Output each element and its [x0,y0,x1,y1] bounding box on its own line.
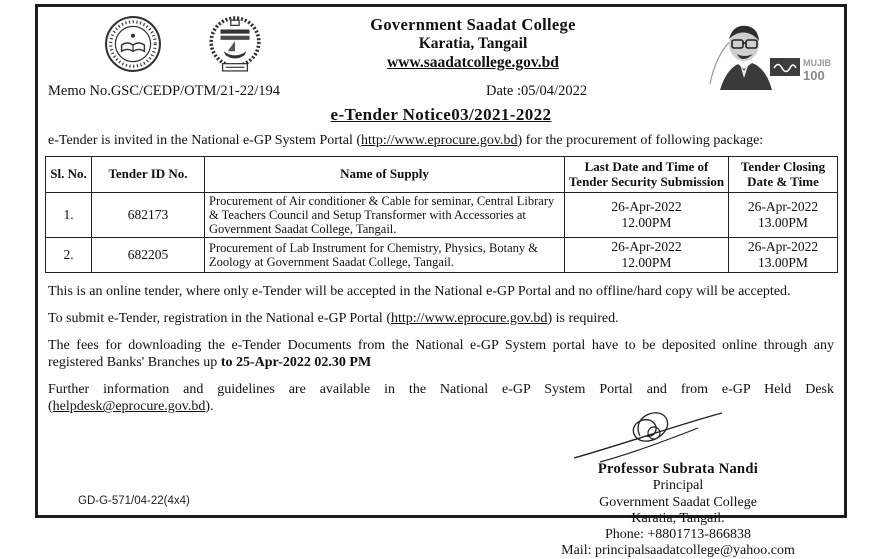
eprocure-link[interactable]: http://www.eprocure.gov.bd [391,311,548,327]
table-header-row [46,157,838,193]
cell-tender-id: 682173 [92,193,205,238]
cell-sl-no: 1. [46,193,92,238]
signatory-name: Professor Subrata Nandi [597,461,759,478]
letterhead-logos [104,14,264,74]
intro-text-before: e-Tender is invited in the National e-GP System Portal ( [48,133,362,148]
col-header-last-date: Last Date and Time of Tender Security Submission [565,157,729,193]
college-name: Government Saadat College [370,15,576,34]
memo-number: Memo No.GSC/CEDP/OTM/21-22/194 [48,83,281,99]
college-seal-icon [104,14,162,74]
signatory-mail: Mail: principalsaadatcollege@yahoo.com [561,543,795,559]
further-text-after: ). [205,399,214,415]
signatory-title: Principal [652,478,704,494]
cell-name-of-supply: Procurement of Lab Instrument for Chemistry, Physics, Botany & Zoology at Government Saadat College, Tangail. [205,238,565,273]
education-emblem-icon [206,14,264,74]
signatory-phone: Phone: +8801713-866838 [605,527,751,542]
table-row [46,193,838,238]
signature-scribble-icon [566,405,756,465]
cell-name-of-supply: Procurement of Air conditioner & Cable for seminar, Central Library & Teachers Council and Setup Transformer with Accessories at Government Saadat College, Tangail. [205,193,565,238]
document-frame [35,4,847,559]
registration-paragraph [38,310,844,327]
memo-date: Date :05/04/2022 [486,83,588,99]
college-website-link[interactable]: www.saadatcollege.gov.bd [387,54,559,72]
col-header-sl-no: Sl. No. [46,157,92,193]
cell-tender-id: 682205 [92,238,205,273]
notice-title: e-Tender Notice03/2021-2022 [330,105,552,124]
print-code: GD-G-571/04-22(4x4) [78,495,190,507]
signatory-location: Karatia, Tangail. [631,510,725,526]
intro-text-after: ) for the procurement of following package: [517,133,764,148]
further-text-before: Further information and guidelines are available in the National e-GP System Portal and from e-GP Held Desk ( [48,382,834,415]
cell-closing-date: 26-Apr-2022 13.00PM [729,193,838,238]
registration-text-before: To submit e-Tender, registration in the National e-GP Portal ( [48,311,391,327]
letterhead [38,7,844,83]
helpdesk-email-link[interactable]: helpdesk@eprocure.gov.bd [52,399,206,415]
col-header-closing: Tender Closing Date & Time [729,157,838,193]
table-row [46,238,838,273]
cell-last-date: 26-Apr-2022 12.00PM [565,193,729,238]
intro-paragraph [38,132,844,149]
college-location: Karatia, Tangail [418,35,528,53]
cell-last-date: 26-Apr-2022 12.00PM [565,238,729,273]
cell-closing-date: 26-Apr-2022 13.00PM [729,238,838,273]
signature-block [493,461,863,559]
signature-area [38,417,844,559]
letterhead-text [264,15,682,73]
col-header-name-of-supply: Name of Supply [205,157,565,193]
fees-deadline: to 25-Apr-2022 02.30 PM [220,355,372,371]
memo-row [38,83,844,101]
registration-text-after: ) is required. [547,311,619,327]
cell-sl-no: 2. [46,238,92,273]
signatory-organization: Government Saadat College [599,494,757,510]
fees-paragraph [38,337,844,371]
eprocure-link[interactable]: http://www.eprocure.gov.bd [361,133,518,148]
fees-text: The fees for downloading the e-Tender Documents from the National e-GP System portal have to be deposited online through any registered Banks' Branches up [48,338,834,371]
mujib-100-logo [682,18,834,90]
tender-table [45,156,838,273]
col-header-tender-id: Tender ID No. [92,157,205,193]
mujib-logo-text: MUJIB [803,58,832,68]
online-tender-paragraph: This is an online tender, where only e-Tender will be accepted in the National e-GP Portal and no offline/hard copy will be accepted. [48,284,791,300]
mujib-logo-number: 100 [803,68,825,83]
